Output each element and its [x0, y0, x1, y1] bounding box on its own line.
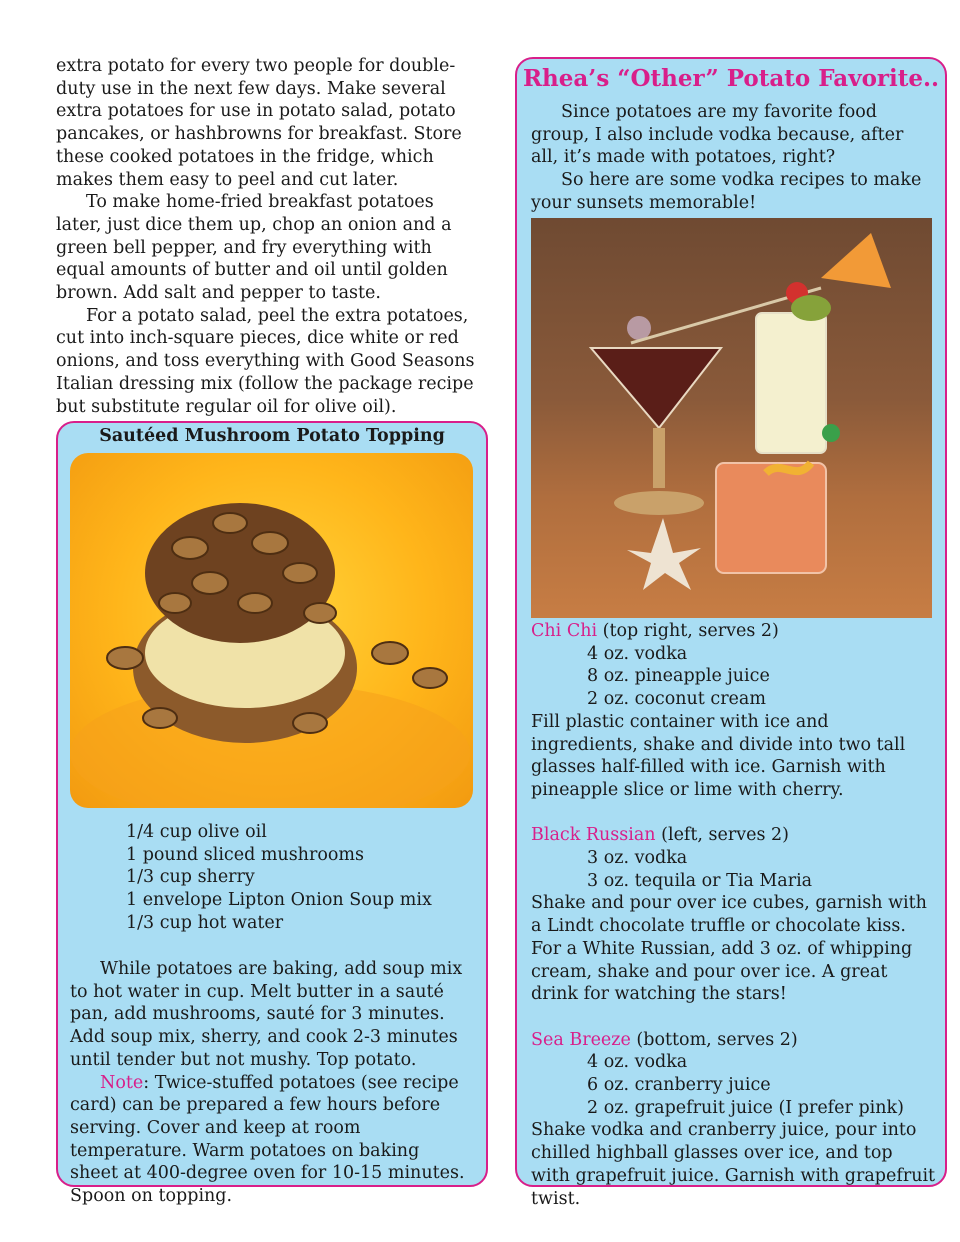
recipe-ingredient: 3 oz. tequila or Tia Maria [587, 870, 813, 891]
note-label: Note [100, 1072, 144, 1093]
recipe-ingredient: 3 oz. vodka [587, 848, 688, 869]
mushroom-topping-box [56, 421, 488, 1207]
recipe-heading-sea-breeze [531, 1029, 936, 1052]
recipe-directions: Shake and pour over ice cubes, garnish with a Lindt chocolate truffle or chocolate kiss. For a White Russian, add 3 oz. of whipping cream, shake and pour over ice. A great drink for watching the stars! [531, 893, 927, 1005]
mushroom-ingredient-list [126, 821, 432, 935]
potato-salad-paragraph: For a potato salad, peel the extra potatoes, cut into inch-square pieces, dice white or red onions, and toss everything with Good Seasons Italian dressing mix (follow the package recipe but substitute regular oil for olive oil). [56, 305, 475, 417]
vodka-intro-paragraph: So here are some vodka recipes to make your sunsets memorable! [531, 170, 922, 213]
recipe-name: Sea Breeze [531, 1029, 631, 1050]
vodka-recipes-box [515, 57, 947, 1209]
mushroom-instructions: While potatoes are baking, add soup mix to hot water in cup. Melt butter in a sauté pan, add mushrooms, sauté for 3 minutes. Add soup mix, sherry, and cook 2-3 minutes until tender but not mushy. Top potato. [70, 959, 463, 1070]
recipe-directions: Shake vodka and cranberry juice, pour into chilled highball glasses over ice, and top with grapefruit juice. Garnish with grapefruit twist. [531, 1120, 936, 1209]
recipe-ingredient: 4 oz. vodka [587, 643, 688, 664]
ingredient-item: 1/3 cup sherry [126, 867, 255, 888]
recipe-name: Black Russian [531, 825, 656, 846]
recipe-meta: (top right, serves 2) [597, 621, 779, 641]
vodka-intro [531, 101, 931, 215]
recipe-heading-black-russian [531, 824, 936, 847]
vodka-intro-paragraph: Since potatoes are my favorite food group, I also include vodka because, after all, it’s made with potatoes, right? [531, 102, 904, 168]
recipe-directions: Fill plastic container with ice and ingredients, shake and divide into two tall glasses half-filled with ice. Garnish with pineapple slice or lime with cherry. [531, 711, 906, 800]
vodka-box-title: Rhea’s “Other” Potato Favorite.. [522, 65, 940, 92]
vodka-recipe-list [531, 620, 936, 1210]
recipe-name: Chi Chi [531, 621, 598, 641]
recipe-meta: (bottom, serves 2) [630, 1029, 798, 1050]
intro-paragraph: extra potato for every two people for double-duty use in the next few days. Make several extra potatoes for use in potato salad, potato pancakes, or hashbrowns for breakfast. Store these cooked potatoes in the fridge, which makes them easy to peel and cut later. [56, 56, 462, 190]
ingredient-item: 1 pound sliced mushrooms [126, 844, 364, 865]
recipe-heading-chi-chi [531, 620, 936, 643]
ingredient-item: 1/3 cup hot water [126, 912, 284, 933]
recipe-ingredient: 2 oz. coconut cream [587, 689, 766, 710]
home-fries-paragraph: To make home-fried breakfast potatoes later, just dice them up, chop an onion and a green bell pepper, and fry everything with equal amounts of butter and oil until golden brown. Add salt and pepper to taste. [56, 192, 452, 304]
note-text: : Twice-stuffed potatoes (see recipe card) can be prepared a few hours before serving. Cover and keep at room temperature. Warm potatoes on baking sheet at 400-degree oven for 10-15 minutes. Spoon on topping. [70, 1072, 465, 1207]
left-column-text [56, 55, 481, 418]
baked-potato-photo [70, 453, 473, 808]
recipe-ingredient: 8 oz. pineapple juice [587, 666, 770, 687]
baked-potato-illustration [70, 453, 473, 808]
mushroom-directions [70, 958, 470, 1208]
cocktails-illustration [531, 218, 932, 618]
recipe-ingredient: 2 oz. grapefruit juice (I prefer pink) [587, 1097, 904, 1118]
mushroom-box-title: Sautéed Mushroom Potato Topping [99, 426, 445, 446]
recipe-meta: (left, serves 2) [655, 825, 790, 846]
mushroom-note [70, 1072, 470, 1208]
ingredient-item: 1/4 cup olive oil [126, 822, 267, 842]
recipe-ingredient: 6 oz. cranberry juice [587, 1075, 771, 1096]
cocktails-photo [531, 218, 932, 618]
recipe-ingredient: 4 oz. vodka [587, 1052, 688, 1073]
ingredient-item: 1 envelope Lipton Onion Soup mix [126, 890, 432, 911]
